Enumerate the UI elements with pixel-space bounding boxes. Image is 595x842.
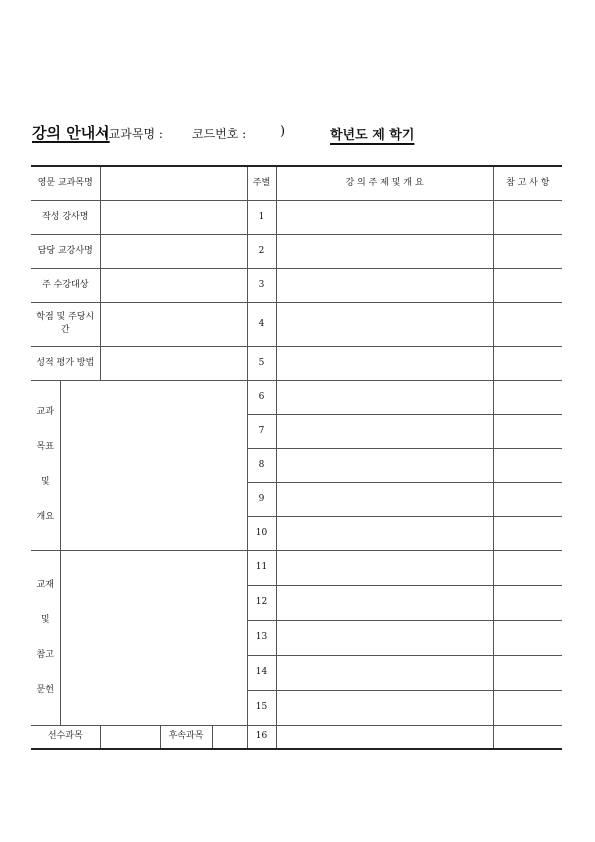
table-row [31,550,562,585]
week-number: 16 [247,725,276,749]
week-topic-field[interactable] [276,380,493,414]
follow-up-label: 후속과목 [161,726,213,748]
week-number: 1 [247,200,276,234]
credits-hours-label: 학점 및 주당시간 [31,302,100,346]
week-reference-field[interactable] [493,585,562,620]
textbooks-label-line: 문헌 [36,684,54,695]
textbooks-label-line: 교재 [36,579,54,590]
instructor-label: 작성 강사명 [31,200,100,234]
objectives-field[interactable] [60,380,247,550]
prerequisite-label: 선수과목 [31,725,100,749]
document-title: 강의 안내서 [32,124,110,142]
reference-header: 참 고 사 항 [493,166,562,200]
week-topic-field[interactable] [276,620,493,655]
week-reference-field[interactable] [493,448,562,482]
week-number: 14 [247,655,276,690]
week-reference-field[interactable] [493,200,562,234]
english-course-name-field[interactable] [100,166,247,200]
target-students-field[interactable] [100,268,247,302]
course-name-label: (교과목명 : [104,127,163,141]
week-number: 7 [247,414,276,448]
table-row [31,166,562,200]
week-number: 2 [247,234,276,268]
instructor-field[interactable] [100,200,247,234]
document-header [32,122,572,148]
week-number: 5 [247,346,276,380]
week-reference-field[interactable] [493,655,562,690]
week-reference-field[interactable] [493,725,562,749]
week-topic-field[interactable] [276,690,493,725]
week-reference-field[interactable] [493,346,562,380]
syllabus-form-table [31,165,562,750]
assistant-instructor-field[interactable] [100,234,247,268]
week-number: 15 [247,690,276,725]
objectives-label-line: 및 [40,477,50,487]
week-topic-field[interactable] [276,516,493,550]
week-reference-field[interactable] [493,302,562,346]
table-row [31,268,562,302]
follow-up-field[interactable] [213,726,247,748]
code-number-label: 코드번호 : [192,127,247,141]
week-reference-field[interactable] [493,380,562,414]
week-topic-field[interactable] [276,725,493,749]
objectives-label-line: 목표 [36,442,54,452]
week-reference-field[interactable] [493,620,562,655]
week-topic-field[interactable] [276,302,493,346]
week-topic-field[interactable] [276,448,493,482]
table-row [31,346,562,380]
table-row [31,725,562,749]
week-topic-field[interactable] [276,655,493,690]
topic-header: 강 의 주 제 및 개 요 [276,166,493,200]
week-number: 4 [247,302,276,346]
week-reference-field[interactable] [493,516,562,550]
week-reference-field[interactable] [493,482,562,516]
english-course-name-label: 영문 교과목명 [31,166,100,200]
week-reference-field[interactable] [493,234,562,268]
textbooks-label-line: 참고 [36,649,54,660]
grading-method-label: 성적 평가 방법 [31,346,100,380]
objectives-label-line: 교과 [36,407,54,417]
follow-up-cell [160,725,247,749]
week-number: 10 [247,516,276,550]
prerequisite-field[interactable] [100,725,160,749]
week-topic-field[interactable] [276,234,493,268]
table-row [31,234,562,268]
week-topic-field[interactable] [276,585,493,620]
week-topic-field[interactable] [276,200,493,234]
objectives-label [31,380,60,550]
close-paren: ) [280,124,286,139]
week-number: 13 [247,620,276,655]
assistant-instructor-label: 담당 교강사명 [31,234,100,268]
table-row [31,380,562,414]
week-reference-field[interactable] [493,268,562,302]
textbooks-field[interactable] [60,550,247,725]
textbooks-label-line: 및 [40,614,50,625]
table-row [31,200,562,234]
week-topic-field[interactable] [276,482,493,516]
table-row [31,302,562,346]
week-number: 12 [247,585,276,620]
week-topic-field[interactable] [276,550,493,585]
textbooks-label [31,550,60,725]
week-topic-field[interactable] [276,268,493,302]
week-number: 8 [247,448,276,482]
week-number: 6 [247,380,276,414]
week-reference-field[interactable] [493,550,562,585]
week-topic-field[interactable] [276,346,493,380]
week-header: 주별 [247,166,276,200]
week-topic-field[interactable] [276,414,493,448]
week-number: 3 [247,268,276,302]
target-students-label: 주 수강대상 [31,268,100,302]
week-reference-field[interactable] [493,414,562,448]
year-semester-title: 학년도 제 학기 [330,128,415,143]
objectives-label-line: 개요 [36,512,54,522]
week-number: 11 [247,550,276,585]
credits-hours-field[interactable] [100,302,247,346]
week-number: 9 [247,482,276,516]
week-reference-field[interactable] [493,690,562,725]
grading-method-field[interactable] [100,346,247,380]
